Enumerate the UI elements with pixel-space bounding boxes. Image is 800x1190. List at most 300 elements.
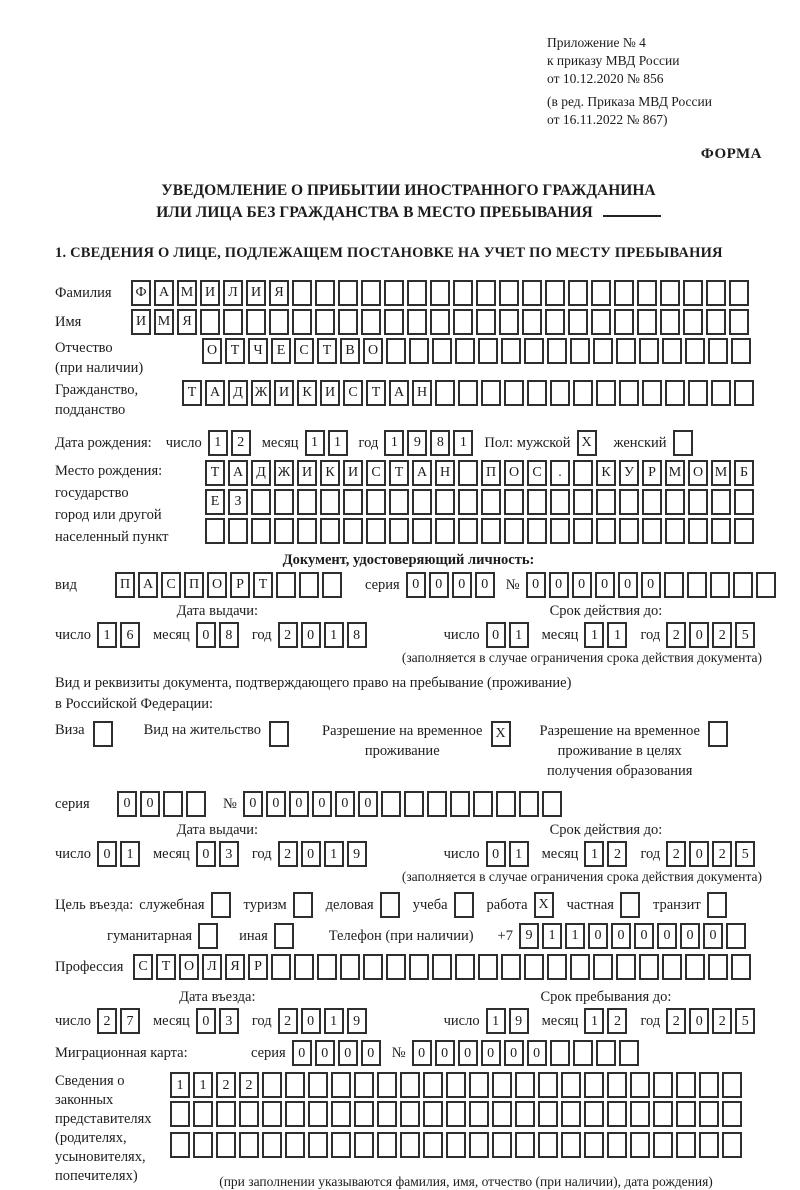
char-box: 1 <box>486 1008 506 1034</box>
char-box <box>93 721 113 747</box>
entry-date-title: Дата въезда: <box>55 988 380 1006</box>
char-box: 0 <box>689 841 709 867</box>
char-box <box>412 489 432 515</box>
char-box <box>386 338 406 364</box>
month-word: месяц <box>153 845 190 863</box>
name-label: Имя <box>55 313 131 331</box>
series-word: серия <box>251 1044 286 1062</box>
char-box <box>501 338 521 364</box>
char-box <box>285 1101 305 1127</box>
birth-place-sublabel-state: государство <box>55 485 129 501</box>
char-box <box>734 380 754 406</box>
char-box <box>573 489 593 515</box>
char-box: И <box>200 280 220 306</box>
char-box: И <box>320 380 340 406</box>
char-box <box>427 791 447 817</box>
char-box <box>519 791 539 817</box>
char-box <box>274 923 294 949</box>
char-box <box>630 1101 650 1127</box>
char-box <box>377 1101 397 1127</box>
char-box: Н <box>435 460 455 486</box>
purpose-work-label: работа <box>487 896 528 914</box>
char-box <box>211 892 231 918</box>
char-box <box>726 923 746 949</box>
char-box: К <box>596 460 616 486</box>
birth-day-boxes <box>208 430 254 456</box>
form-label: ФОРМА <box>55 145 762 164</box>
char-box <box>660 280 680 306</box>
appendix-edit-line: (в ред. Приказа МВД России <box>547 93 762 111</box>
char-box: 0 <box>312 791 332 817</box>
char-box <box>377 1132 397 1158</box>
guardians-note: (при заполнении указываются фамилия, имя, отчество (при наличии), дата рождения) <box>170 1174 762 1190</box>
char-box <box>662 954 682 980</box>
char-box <box>596 489 616 515</box>
appendix-line: от 10.12.2020 № 856 <box>547 70 762 88</box>
residence-valid-group <box>444 821 769 867</box>
char-box <box>499 309 519 335</box>
char-box: П <box>481 460 501 486</box>
char-box <box>423 1072 443 1098</box>
char-box <box>200 309 220 335</box>
month-word: месяц <box>153 1012 190 1030</box>
char-box <box>228 518 248 544</box>
char-box: 9 <box>509 1008 529 1034</box>
char-box: 1 <box>584 1008 604 1034</box>
guardians-label-line6: попечителях) <box>55 1168 138 1184</box>
form-title-line2: ИЛИ ЛИЦА БЕЗ ГРАЖДАНСТВА В МЕСТО ПРЕБЫВАНИЯ <box>156 204 592 221</box>
char-box: И <box>343 460 363 486</box>
char-box <box>435 380 455 406</box>
month-word: месяц <box>153 626 190 644</box>
char-box <box>653 1072 673 1098</box>
char-box <box>584 1101 604 1127</box>
char-box <box>538 1101 558 1127</box>
char-box <box>665 380 685 406</box>
char-box <box>573 460 593 486</box>
year-word: год <box>252 845 272 863</box>
char-box: 0 <box>481 1040 501 1066</box>
char-box: 1 <box>120 841 140 867</box>
char-box: X <box>577 430 597 456</box>
char-box <box>315 309 335 335</box>
stay-month-boxes <box>584 1008 630 1034</box>
char-box <box>515 1101 535 1127</box>
char-box: О <box>504 460 524 486</box>
form-title <box>55 180 762 224</box>
char-box: 7 <box>120 1008 140 1034</box>
char-box <box>593 954 613 980</box>
char-box: 0 <box>301 841 321 867</box>
char-box <box>584 1072 604 1098</box>
identity-issue-year-boxes <box>278 622 370 648</box>
residence-issue-group <box>55 821 380 867</box>
char-box: Т <box>225 338 245 364</box>
stay-until-group <box>444 988 769 1034</box>
char-box <box>251 489 271 515</box>
char-box <box>710 572 730 598</box>
char-box: Т <box>156 954 176 980</box>
phone-prefix: +7 <box>498 927 513 945</box>
char-box: 2 <box>278 841 298 867</box>
residence-valid-year-boxes <box>666 841 758 867</box>
char-box: У <box>619 460 639 486</box>
char-box <box>299 572 319 598</box>
char-box: 0 <box>292 1040 312 1066</box>
char-box: 0 <box>289 791 309 817</box>
number-word: № <box>223 795 237 813</box>
char-box <box>239 1101 259 1127</box>
profession-label: Профессия <box>55 958 133 976</box>
char-box: 0 <box>196 1008 216 1034</box>
char-box <box>550 518 570 544</box>
purpose-other-checkbox <box>268 923 297 949</box>
char-box <box>660 309 680 335</box>
surname-label: Фамилия <box>55 284 131 302</box>
identity-valid-group <box>444 602 769 648</box>
char-box: 0 <box>196 841 216 867</box>
char-box <box>481 489 501 515</box>
char-box: О <box>202 338 222 364</box>
char-box <box>331 1072 351 1098</box>
char-box <box>734 489 754 515</box>
char-box <box>170 1101 190 1127</box>
char-box: 2 <box>278 622 298 648</box>
char-box <box>170 1132 190 1158</box>
char-box: 0 <box>634 923 654 949</box>
char-box: 0 <box>572 572 592 598</box>
char-box <box>614 280 634 306</box>
char-box <box>573 380 593 406</box>
char-box: П <box>184 572 204 598</box>
char-box <box>361 309 381 335</box>
char-box <box>469 1101 489 1127</box>
identity-valid-year-boxes <box>666 622 758 648</box>
char-box: Т <box>389 460 409 486</box>
char-box: 9 <box>519 923 539 949</box>
identity-doc-header: Документ, удостоверяющий личность: <box>55 551 762 569</box>
char-box <box>216 1132 236 1158</box>
char-box: Я <box>177 309 197 335</box>
char-box <box>297 518 317 544</box>
char-box: 0 <box>435 1040 455 1066</box>
char-box <box>322 572 342 598</box>
char-box: Т <box>205 460 225 486</box>
residence-series-boxes <box>117 791 209 817</box>
char-box <box>366 489 386 515</box>
profession-boxes <box>133 954 754 980</box>
birth-place-sublabel-city1: город или другой <box>55 507 162 523</box>
char-box <box>276 572 296 598</box>
edu-residence-label-line2: проживание в целях <box>558 743 682 759</box>
char-box <box>642 489 662 515</box>
char-box: К <box>297 380 317 406</box>
char-box <box>708 338 728 364</box>
name-boxes <box>131 309 752 335</box>
char-box <box>637 309 657 335</box>
char-box: 9 <box>347 841 367 867</box>
char-box <box>294 954 314 980</box>
char-box <box>561 1132 581 1158</box>
patronymic-boxes <box>202 338 754 364</box>
char-box: О <box>363 338 383 364</box>
citizenship-boxes <box>182 380 757 406</box>
citizenship-sublabel: подданство <box>55 402 125 418</box>
char-box: 3 <box>219 841 239 867</box>
char-box: А <box>154 280 174 306</box>
purpose-private-checkbox <box>614 892 643 918</box>
char-box: 0 <box>315 1040 335 1066</box>
month-word: месяц <box>542 845 579 863</box>
citizenship-label: Гражданство, <box>55 382 138 398</box>
char-box: 0 <box>196 622 216 648</box>
char-box: И <box>131 309 151 335</box>
char-box <box>400 1101 420 1127</box>
char-box: 1 <box>305 430 325 456</box>
char-box <box>320 518 340 544</box>
edu-residence-label-line3: получения образования <box>547 763 692 779</box>
char-box: Ж <box>274 460 294 486</box>
char-box <box>538 1072 558 1098</box>
purpose-business-label: деловая <box>326 896 374 914</box>
series-word: серия <box>55 795 117 813</box>
birth-month-boxes <box>305 430 351 456</box>
char-box: 1 <box>509 622 529 648</box>
char-box: 0 <box>680 923 700 949</box>
char-box <box>522 280 542 306</box>
char-box <box>619 380 639 406</box>
purpose-private-label: частная <box>567 896 614 914</box>
char-box: Р <box>248 954 268 980</box>
char-box: 2 <box>666 841 686 867</box>
char-box <box>198 923 218 949</box>
char-box <box>662 338 682 364</box>
char-box: 0 <box>452 572 472 598</box>
char-box: Б <box>734 460 754 486</box>
char-box <box>315 280 335 306</box>
char-box <box>386 954 406 980</box>
char-box <box>522 309 542 335</box>
char-box: Ф <box>131 280 151 306</box>
char-box <box>423 1101 443 1127</box>
temp-residence-checkbox <box>483 721 514 747</box>
char-box: 0 <box>611 923 631 949</box>
char-box: Т <box>253 572 273 598</box>
stay-day-boxes <box>486 1008 532 1034</box>
char-box: Л <box>223 280 243 306</box>
char-box <box>381 791 401 817</box>
char-box <box>354 1132 374 1158</box>
char-box <box>504 489 524 515</box>
char-box: 0 <box>117 791 137 817</box>
char-box: 0 <box>266 791 286 817</box>
phone-boxes <box>519 923 749 949</box>
char-box <box>596 518 616 544</box>
char-box: 0 <box>406 572 426 598</box>
char-box <box>293 892 313 918</box>
char-box <box>683 280 703 306</box>
char-box <box>285 1132 305 1158</box>
char-box: 0 <box>243 791 263 817</box>
char-box: 0 <box>657 923 677 949</box>
char-box <box>377 1072 397 1098</box>
char-box <box>274 489 294 515</box>
char-box: 0 <box>618 572 638 598</box>
char-box <box>412 518 432 544</box>
char-box: 1 <box>607 622 627 648</box>
purpose-tourism-label: туризм <box>244 896 287 914</box>
char-box <box>430 280 450 306</box>
char-box <box>435 489 455 515</box>
char-box <box>607 1072 627 1098</box>
purpose-study-label: учеба <box>413 896 448 914</box>
char-box: А <box>138 572 158 598</box>
char-box <box>630 1132 650 1158</box>
char-box: М <box>154 309 174 335</box>
char-box <box>573 518 593 544</box>
char-box: С <box>343 380 363 406</box>
char-box <box>639 954 659 980</box>
char-box <box>308 1132 328 1158</box>
char-box: С <box>527 460 547 486</box>
char-box <box>409 338 429 364</box>
char-box <box>584 1132 604 1158</box>
char-box: Ж <box>251 380 271 406</box>
residence-doc-intro2: в Российской Федерации: <box>55 694 762 715</box>
char-box <box>450 791 470 817</box>
char-box <box>591 280 611 306</box>
year-word: год <box>359 434 379 452</box>
char-box <box>455 954 475 980</box>
char-box <box>478 338 498 364</box>
char-box <box>699 1132 719 1158</box>
char-box <box>338 280 358 306</box>
char-box: К <box>320 460 340 486</box>
char-box: 1 <box>584 841 604 867</box>
purpose-humanitarian-label: гуманитарная <box>107 927 192 945</box>
char-box <box>476 280 496 306</box>
char-box <box>423 1132 443 1158</box>
char-box <box>570 338 590 364</box>
char-box: И <box>246 280 266 306</box>
surname-boxes <box>131 280 752 306</box>
char-box: 0 <box>641 572 661 598</box>
year-word: год <box>640 845 660 863</box>
char-box <box>163 791 183 817</box>
char-box: 0 <box>689 622 709 648</box>
char-box <box>446 1101 466 1127</box>
patronymic-sublabel: (при наличии) <box>55 360 143 376</box>
char-box <box>699 1101 719 1127</box>
purpose-transit-label: транзит <box>653 896 701 914</box>
char-box: 8 <box>430 430 450 456</box>
char-box: О <box>207 572 227 598</box>
char-box <box>492 1101 512 1127</box>
char-box: 0 <box>526 572 546 598</box>
char-box <box>734 518 754 544</box>
char-box <box>547 954 567 980</box>
identity-issue-group <box>55 602 380 648</box>
month-word: месяц <box>262 434 299 452</box>
char-box <box>246 309 266 335</box>
char-box: 0 <box>475 572 495 598</box>
migration-card-label: Миграционная карта: <box>55 1044 251 1062</box>
char-box <box>409 954 429 980</box>
char-box <box>432 954 452 980</box>
char-box: 0 <box>527 1040 547 1066</box>
char-box: В <box>340 338 360 364</box>
char-box <box>550 489 570 515</box>
char-box: И <box>297 460 317 486</box>
char-box <box>722 1101 742 1127</box>
char-box <box>630 1072 650 1098</box>
residence-doc-intro1: Вид и реквизиты документа, подтверждающего право на пребывание (проживание) <box>55 673 762 694</box>
char-box <box>292 309 312 335</box>
char-box: 1 <box>324 622 344 648</box>
stay-year-boxes <box>666 1008 758 1034</box>
residence-issue-month-boxes <box>196 841 242 867</box>
char-box <box>354 1072 374 1098</box>
char-box <box>216 1101 236 1127</box>
char-box: 1 <box>170 1072 190 1098</box>
char-box: 1 <box>509 841 529 867</box>
doc-kind-label: вид <box>55 576 115 594</box>
char-box: Ч <box>248 338 268 364</box>
char-box: 2 <box>666 622 686 648</box>
entry-day-boxes <box>97 1008 143 1034</box>
char-box <box>274 518 294 544</box>
char-box: 5 <box>735 622 755 648</box>
char-box <box>320 489 340 515</box>
birth-place-row2-boxes <box>205 489 757 515</box>
series-word: серия <box>365 576 400 594</box>
char-box: 0 <box>358 791 378 817</box>
char-box <box>685 954 705 980</box>
char-box <box>561 1101 581 1127</box>
char-box <box>550 380 570 406</box>
char-box <box>400 1132 420 1158</box>
char-box: 0 <box>703 923 723 949</box>
char-box <box>614 309 634 335</box>
char-box: А <box>205 380 225 406</box>
char-box: 1 <box>384 430 404 456</box>
char-box <box>384 280 404 306</box>
char-box <box>639 338 659 364</box>
char-box <box>688 380 708 406</box>
char-box <box>446 1072 466 1098</box>
char-box: Р <box>642 460 662 486</box>
char-box <box>454 892 474 918</box>
entry-month-boxes <box>196 1008 242 1034</box>
char-box <box>676 1072 696 1098</box>
char-box <box>317 954 337 980</box>
char-box: 2 <box>712 1008 732 1034</box>
purpose-official-label: служебная <box>139 896 204 914</box>
char-box <box>400 1072 420 1098</box>
char-box <box>343 518 363 544</box>
char-box <box>676 1132 696 1158</box>
char-box <box>547 338 567 364</box>
birth-place-sublabel-city2: населенный пункт <box>55 529 169 545</box>
char-box <box>596 380 616 406</box>
guardians-label-line1: Сведения о <box>55 1073 125 1089</box>
day-word: число <box>444 626 480 644</box>
char-box <box>665 489 685 515</box>
migration-series-boxes <box>292 1040 384 1066</box>
char-box <box>683 309 703 335</box>
char-box <box>524 954 544 980</box>
char-box <box>711 380 731 406</box>
